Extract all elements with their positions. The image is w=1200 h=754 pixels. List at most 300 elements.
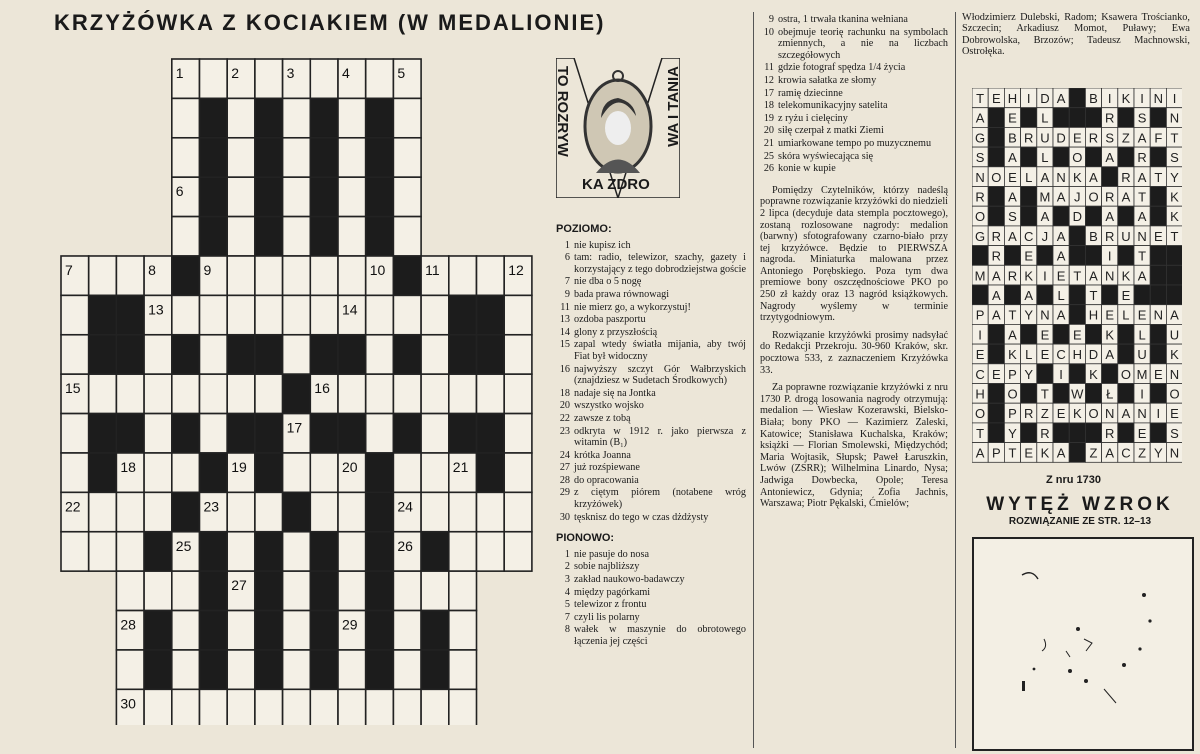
clue-pionowo-26: 26 konie w kupie — [763, 163, 836, 175]
crossword-cell[interactable] — [61, 532, 89, 571]
crossword-block-cell — [366, 453, 394, 492]
crossword-cell[interactable] — [449, 492, 477, 531]
solution-letter: R — [1105, 189, 1115, 205]
crossword-cell[interactable] — [283, 335, 311, 374]
solution-block-cell — [1166, 285, 1182, 305]
crossword-block-cell — [421, 611, 449, 650]
crossword-cell[interactable] — [61, 295, 89, 334]
solution-block-cell — [1069, 423, 1085, 443]
crossword-cell[interactable] — [61, 414, 89, 453]
clue-pionowo-4: 4 między pagórkami — [564, 586, 651, 598]
solution-block-cell — [1150, 246, 1166, 266]
crossword-block-cell — [227, 414, 255, 453]
clue-poziomo-14: 14 glony z przyszłością — [559, 326, 658, 338]
crossword-cell[interactable] — [255, 256, 283, 295]
solution-letter: N — [1040, 307, 1050, 323]
crossword-block-cell — [255, 177, 283, 216]
solution-letter: O — [975, 209, 986, 225]
crossword-cell[interactable] — [255, 492, 283, 531]
crossword-block-cell — [200, 217, 228, 256]
crossword-cell[interactable] — [449, 689, 477, 725]
medallion-text-right: WA I TANIA — [665, 66, 682, 147]
crossword-cell[interactable] — [200, 295, 228, 334]
crossword-cell[interactable] — [283, 571, 311, 610]
solution-letter: E — [1105, 307, 1115, 323]
crossword-cell[interactable] — [310, 689, 338, 725]
solution-letter: E — [1137, 307, 1147, 323]
crossword-cell[interactable] — [283, 217, 311, 256]
crossword-cell[interactable] — [116, 532, 144, 571]
crossword-cell[interactable] — [172, 689, 200, 725]
crossword-cell[interactable] — [283, 98, 311, 137]
crossword-cell[interactable] — [255, 59, 283, 98]
spot-difference-marks-icon — [974, 539, 1192, 749]
crossword-cell[interactable] — [255, 689, 283, 725]
crossword-cell[interactable] — [338, 532, 366, 571]
crossword-cell[interactable] — [504, 453, 532, 492]
crossword-cell[interactable] — [144, 571, 172, 610]
crossword-cell[interactable] — [200, 689, 228, 725]
crossword-cell[interactable] — [144, 374, 172, 413]
crossword-cell[interactable] — [116, 374, 144, 413]
solution-letter: N — [1105, 406, 1115, 422]
crossword-cell[interactable] — [172, 217, 200, 256]
solution-letter: I — [1107, 248, 1112, 264]
solution-letter: R — [1137, 150, 1147, 166]
solution-block-cell — [1053, 108, 1069, 128]
crossword-cell[interactable] — [477, 256, 505, 295]
solution-letter: A — [1089, 268, 1098, 284]
solution-block-cell — [1150, 324, 1166, 344]
solution-letter: S — [1105, 130, 1115, 146]
crossword-cell[interactable] — [255, 295, 283, 334]
crossword-cell[interactable] — [310, 256, 338, 295]
crossword-cell[interactable] — [283, 650, 311, 689]
solution-block-cell — [988, 127, 1004, 147]
solution-letter: P — [1008, 366, 1017, 382]
solution-letter: H — [1007, 91, 1018, 106]
crossword-cell[interactable] — [366, 295, 394, 334]
crossword-cell[interactable] — [449, 571, 477, 610]
solution-letter: S — [1170, 425, 1179, 441]
crossword-cell[interactable] — [393, 98, 421, 137]
crossword-block-cell — [310, 138, 338, 177]
crossword-cell[interactable] — [338, 374, 366, 413]
solution-block-cell — [1102, 364, 1118, 384]
crossword-number: 20 — [342, 458, 358, 475]
crossword-cell[interactable] — [144, 335, 172, 374]
solution-letter: R — [1121, 169, 1131, 185]
clue-pionowo-9: 9 ostra, 1 trwała tkanina wełniana — [768, 14, 908, 25]
solution-letter: O — [991, 169, 1002, 185]
solution-letter: R — [1088, 130, 1099, 146]
solution-letter: T — [1138, 248, 1147, 264]
crossword-cell[interactable] — [393, 611, 421, 650]
solution-letter: O — [1072, 150, 1083, 166]
solution-block-cell — [1150, 344, 1166, 364]
solution-letter: L — [1057, 288, 1065, 303]
crossword-cell[interactable] — [421, 414, 449, 453]
winners-column — [962, 12, 1190, 64]
clue-poziomo-20: 20 wszystko wojsko — [559, 400, 644, 412]
crossword-block-cell — [338, 335, 366, 374]
crossword-cell[interactable] — [338, 177, 366, 216]
solution-letter: E — [1024, 248, 1034, 264]
solution-letter: D — [1056, 130, 1066, 146]
crossword-cell[interactable] — [338, 98, 366, 137]
crossword-cell[interactable] — [116, 650, 144, 689]
solution-block-cell — [1085, 324, 1101, 344]
crossword-cell[interactable] — [227, 689, 255, 725]
crossword-cell[interactable] — [283, 611, 311, 650]
crossword-cell[interactable] — [144, 689, 172, 725]
crossword-block-cell — [477, 414, 505, 453]
winners-continued: Włodzimierz Dulebski, Radom; Ksawera Trościanko, Szczecin; Arkadiusz Momot, Puławy; Ewa Dobrowolska, Brzozów; Tadeusz Machnowski, Ostrołęka. — [962, 12, 1190, 58]
clues-column-1 — [556, 218, 746, 649]
solution-letter: A — [1137, 268, 1147, 284]
crossword-block-cell — [310, 532, 338, 571]
crossword-block-cell — [144, 532, 172, 571]
crossword-block-cell — [200, 177, 228, 216]
crossword-cell[interactable] — [366, 374, 394, 413]
crossword-cell[interactable] — [504, 374, 532, 413]
crossword-cell[interactable] — [366, 689, 394, 725]
solution-letter: A — [1137, 169, 1147, 185]
crossword-cell[interactable] — [172, 571, 200, 610]
crossword-cell[interactable] — [116, 492, 144, 531]
crossword-cell[interactable] — [421, 571, 449, 610]
crossword-block-cell — [144, 611, 172, 650]
crossword-cell[interactable] — [89, 532, 117, 571]
solution-block-cell — [1166, 246, 1182, 266]
crossword-cell[interactable] — [255, 374, 283, 413]
solution-letter: N — [1169, 366, 1180, 382]
crossword-cell[interactable] — [477, 492, 505, 531]
crossword-cell[interactable] — [504, 335, 532, 374]
crossword-cell[interactable] — [227, 295, 255, 334]
crossword-cell[interactable] — [393, 295, 421, 334]
clue-poziomo-15: 15 zapal wtedy światła mijania, aby twój Fiat był widoczny — [559, 339, 746, 362]
solution-block-cell — [1069, 305, 1085, 325]
solution-block-cell — [1134, 285, 1150, 305]
crossword-cell[interactable] — [200, 374, 228, 413]
solution-block-cell — [988, 384, 1004, 404]
crossword-number: 24 — [397, 498, 413, 515]
crossword-cell[interactable] — [200, 414, 228, 453]
crossword-cell[interactable] — [310, 295, 338, 334]
solution-block-cell — [1004, 246, 1020, 266]
solution-block-cell — [1102, 167, 1118, 187]
solution-letter: S — [1008, 209, 1017, 225]
crossword-cell[interactable] — [393, 650, 421, 689]
solution-letter: C — [1056, 347, 1066, 363]
crossword-cell[interactable] — [338, 217, 366, 256]
solution-letter: R — [975, 189, 985, 205]
clue-poziomo-16: 16 najwyższy szczyt Gór Wałbrzyskich (znajdziesz w Sudetach Środkowych) — [559, 363, 746, 387]
solution-letter: O — [1007, 386, 1018, 402]
solution-letter: O — [975, 406, 986, 422]
crossword-cell[interactable] — [338, 650, 366, 689]
solution-block-cell — [1150, 108, 1166, 128]
crossword-cell[interactable] — [310, 59, 338, 98]
crossword-block-cell — [366, 650, 394, 689]
crossword-cell[interactable] — [89, 374, 117, 413]
clues-column-2 — [760, 14, 948, 516]
crossword-block-cell — [200, 138, 228, 177]
crossword-cell[interactable] — [283, 295, 311, 334]
solution-block-cell — [1069, 285, 1085, 305]
crossword-block-cell — [255, 335, 283, 374]
crossword-cell[interactable] — [200, 335, 228, 374]
solution-block-cell — [1004, 285, 1020, 305]
solution-block-cell — [972, 246, 988, 266]
crossword-cell[interactable] — [338, 689, 366, 725]
solution-letter: T — [976, 91, 985, 106]
crossword-cell[interactable] — [283, 453, 311, 492]
solution-letter: E — [1153, 366, 1163, 382]
solution-letter: T — [976, 425, 985, 441]
solution-block-cell — [1069, 226, 1085, 246]
crossword-block-cell — [477, 335, 505, 374]
clue-pionowo-1: 1 nie pasuje do nosa — [564, 548, 649, 560]
solution-block-cell — [1021, 324, 1037, 344]
solution-block-cell — [1118, 206, 1134, 226]
solution-letter: K — [1072, 169, 1082, 185]
solution-block-cell — [1150, 206, 1166, 226]
crossword-block-cell — [477, 295, 505, 334]
crossword-cell[interactable] — [172, 650, 200, 689]
crossword-cell[interactable] — [227, 532, 255, 571]
crossword-cell[interactable] — [421, 335, 449, 374]
crossword-cell[interactable] — [338, 492, 366, 531]
solution-letter: A — [1105, 209, 1115, 225]
crossword-cell[interactable] — [421, 374, 449, 413]
crossword-block-cell — [172, 492, 200, 531]
crossword-block-cell — [477, 453, 505, 492]
crossword-cell[interactable] — [393, 217, 421, 256]
solution-letter: A — [1008, 327, 1017, 343]
clue-pionowo-7: 7 czyli lis polarny — [564, 611, 640, 623]
crossword-block-cell — [200, 571, 228, 610]
crossword-cell[interactable] — [227, 650, 255, 689]
crossword-cell[interactable] — [227, 256, 255, 295]
crossword-cell[interactable] — [116, 571, 144, 610]
crossword-cell[interactable] — [310, 492, 338, 531]
crossword-cell[interactable] — [504, 492, 532, 531]
solution-letter: E — [1072, 327, 1082, 343]
solution-letter: K — [1040, 445, 1050, 461]
crossword-number: 10 — [369, 261, 386, 278]
crossword-cell[interactable] — [144, 414, 172, 453]
solution-letter: S — [975, 150, 985, 166]
solution-letter: A — [1105, 445, 1115, 461]
crossword-block-cell — [200, 532, 228, 571]
crossword-cell[interactable] — [421, 295, 449, 334]
crossword-cell[interactable] — [172, 611, 200, 650]
crossword-cell[interactable] — [172, 295, 200, 334]
solution-letter: R — [1007, 268, 1018, 284]
crossword-block-cell — [172, 256, 200, 295]
crossword-number: 18 — [120, 458, 136, 475]
crossword-cell[interactable] — [227, 611, 255, 650]
solution-letter: E — [1008, 110, 1017, 126]
crossword-block-cell — [116, 335, 144, 374]
solution-letter: N — [1056, 169, 1066, 185]
solution-block-cell — [1118, 384, 1134, 404]
crossword-cell[interactable] — [421, 689, 449, 725]
crossword-cell[interactable] — [366, 59, 394, 98]
crossword-cell[interactable] — [504, 295, 532, 334]
solution-letter: N — [1169, 445, 1180, 461]
crossword-cell[interactable] — [449, 650, 477, 689]
solution-letter: M — [1039, 189, 1051, 205]
crossword-cell[interactable] — [283, 256, 311, 295]
solution-letter: I — [1140, 91, 1144, 106]
crossword-block-cell — [366, 177, 394, 216]
solution-letter: T — [1170, 130, 1179, 146]
crossword-cell[interactable] — [504, 414, 532, 453]
info-paragraph: Za poprawne rozwiązanie krzyżówki z nru 1730 P. drogą losowania nagrody otrzymują: medalion — Wiesław Kozerawski, Bielsko-Biała; bony PKO — Kazimierz Zaleski, Katowice; Stanisława Kuchalska, Kraków; książki — Florian Smolewski, Międzychód; Maria Wojtasik, Słupsk; Paweł Łaruszkin, Lwów (ZSRR); Wilhelmina Linardo, Nysa; Jadwiga Dowbecka, Opole; Teresa Antoniewicz, Gdynia; Zofia Jachnis, Warszawa; Piotr Pękalski, Ćmielów; — [760, 382, 948, 510]
solution-letter: Z — [1040, 406, 1049, 422]
crossword-cell[interactable] — [89, 492, 117, 531]
crossword-cell[interactable] — [89, 256, 117, 295]
crossword-cell[interactable] — [144, 453, 172, 492]
crossword-cell[interactable] — [393, 689, 421, 725]
crossword-block-cell — [255, 611, 283, 650]
crossword-cell[interactable] — [449, 374, 477, 413]
solution-letter: A — [1056, 228, 1066, 244]
crossword-cell[interactable] — [449, 532, 477, 571]
crossword-cell[interactable] — [338, 571, 366, 610]
crossword-cell[interactable] — [338, 138, 366, 177]
solution-letter: K — [1089, 366, 1098, 382]
crossword-block-cell — [421, 532, 449, 571]
crossword-number: 7 — [65, 261, 73, 278]
solution-letter: O — [1088, 189, 1099, 205]
solution-letter: I — [1172, 91, 1177, 106]
solution-letter: A — [991, 307, 1001, 323]
solution-letter: K — [1121, 268, 1131, 284]
solution-letter: R — [1024, 130, 1034, 146]
crossword-cell[interactable] — [366, 335, 394, 374]
crossword-block-cell — [255, 98, 283, 137]
crossword-cell[interactable] — [393, 453, 421, 492]
solution-letter: U — [1121, 228, 1131, 244]
solution-block-cell — [988, 344, 1004, 364]
crossword-block-cell — [255, 532, 283, 571]
crossword-cell[interactable] — [61, 335, 89, 374]
crossword-cell[interactable] — [200, 59, 228, 98]
crossword-block-cell — [310, 571, 338, 610]
crossword-block-cell — [366, 217, 394, 256]
crossword-cell[interactable] — [393, 177, 421, 216]
crossword-block-cell — [255, 138, 283, 177]
crossword-cell[interactable] — [227, 138, 255, 177]
crossword-cell[interactable] — [283, 689, 311, 725]
solution-block-cell — [1085, 384, 1101, 404]
crossword-cell[interactable] — [393, 138, 421, 177]
crossword-number: 6 — [175, 183, 184, 200]
crossword-number: 28 — [120, 616, 136, 633]
solution-letter: D — [1088, 347, 1099, 363]
solution-letter: K — [1072, 406, 1082, 422]
crossword-cell[interactable] — [172, 374, 200, 413]
crossword-cell[interactable] — [227, 492, 255, 531]
solution-block-cell — [1053, 384, 1069, 404]
crossword-cell[interactable] — [504, 532, 532, 571]
crossword-cell[interactable] — [449, 611, 477, 650]
crossword-number: 17 — [286, 419, 303, 436]
clue-poziomo-18: 18 nadaje się na Jontka — [559, 387, 656, 399]
solution-block-cell — [1118, 246, 1134, 266]
crossword-cell[interactable] — [421, 453, 449, 492]
crossword-cell[interactable] — [421, 492, 449, 531]
solution-block-cell — [1037, 364, 1053, 384]
solution-letter: Y — [1170, 169, 1179, 185]
crossword-cell[interactable] — [393, 571, 421, 610]
crossword-block-cell — [89, 295, 117, 334]
solution-letter: E — [1040, 327, 1050, 343]
solution-letter: U — [1137, 347, 1147, 363]
crossword-cell[interactable] — [227, 98, 255, 137]
crossword-cell[interactable] — [172, 453, 200, 492]
solution-letter: P — [991, 445, 1001, 461]
crossword-cell[interactable] — [283, 138, 311, 177]
crossword-cell[interactable] — [393, 374, 421, 413]
clue-pionowo-18: 18 telekomunikacyjny satelita — [763, 100, 888, 112]
solution-letter: R — [1024, 406, 1034, 422]
solution-letter: Y — [1153, 445, 1163, 461]
crossword-cell[interactable] — [116, 256, 144, 295]
crossword-block-cell — [255, 414, 283, 453]
crossword-block-cell — [310, 98, 338, 137]
crossword-number: 15 — [65, 380, 81, 397]
spot-difference-picture — [972, 537, 1194, 751]
poziomo-heading: POZIOMO: — [556, 223, 612, 235]
crossword-cell[interactable] — [449, 256, 477, 295]
crossword-number: 22 — [65, 498, 81, 515]
crossword-number: 14 — [342, 301, 358, 318]
crossword-cell[interactable] — [144, 492, 172, 531]
crossword-cell[interactable] — [477, 532, 505, 571]
crossword-cell[interactable] — [338, 256, 366, 295]
crossword-cell[interactable] — [227, 374, 255, 413]
crossword-cell[interactable] — [172, 138, 200, 177]
crossword-cell[interactable] — [283, 177, 311, 216]
clue-poziomo-24: 24 krótka Joanna — [559, 449, 631, 461]
crossword-grid[interactable] — [0, 0, 560, 725]
solution-letter: T — [1170, 228, 1179, 244]
crossword-block-cell — [366, 492, 394, 531]
crossword-cell[interactable] — [227, 177, 255, 216]
medallion — [556, 58, 680, 198]
crossword-cell[interactable] — [310, 453, 338, 492]
solution-letter: E — [1153, 228, 1163, 244]
solution-caption: Z nru 1730 — [1046, 474, 1102, 486]
clue-pionowo-17: 17 ramię dziecinne — [763, 87, 843, 99]
solution-letter: C — [1121, 445, 1131, 461]
solution-letter: L — [1041, 150, 1049, 166]
solution-block-cell — [1102, 285, 1118, 305]
crossword-cell[interactable] — [477, 374, 505, 413]
crossword-cell[interactable] — [61, 453, 89, 492]
crossword-cell[interactable] — [283, 532, 311, 571]
crossword-cell[interactable] — [172, 98, 200, 137]
crossword-cell[interactable] — [366, 414, 394, 453]
solution-letter: A — [991, 288, 1001, 303]
solution-letter: A — [1008, 150, 1017, 166]
crossword-cell[interactable] — [227, 217, 255, 256]
